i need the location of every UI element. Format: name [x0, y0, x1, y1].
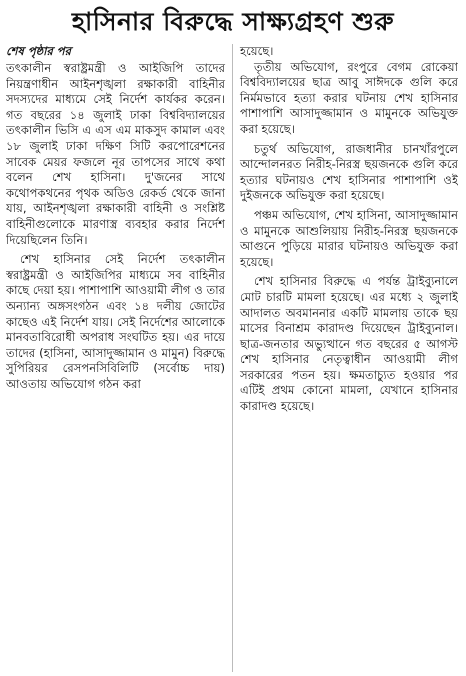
paragraph: হয়েছে।	[240, 44, 274, 58]
paragraph: শেখ হাসিনার বিরুদ্ধে এ পর্যন্ত ট্রাইব্যুনালে মোট চারটি মামলা হয়েছে। এর মধ্যে ২ জুলাই আদালত অবমাননার একটি মামলায় তাকে ছয় মাসের বিনাশ্রম কারাদণ্ড দিয়েছেন ট্রাইব্যুনাল। ছাত্র-জনতার অভ্যুত্থানে গত বছরের ৫ আগস্ট শেখ হাসিনার নেতৃত্বাধীন আওয়ামী লীগ সরকারের পতন হয়। ক্ষমতাচ্যুত হওয়ার পর এটিই প্রথম কোনো মামলা, যেখানে হাসিনার কারাদণ্ড হয়েছে।	[240, 274, 458, 414]
paragraph: তৎকালীন স্বরাষ্ট্রমন্ত্রী ও আইজিপি তাদের নিয়ন্ত্রণাধীন আইনশৃঙ্খলা রক্ষাকারী বাহিনীর সদস্যদের মাধ্যমে সেই নির্দেশ কার্যকর করেন। গত বছরের ১৪ জুলাই ঢাকা বিশ্ববিদ্যালয়ের তৎকালীন ভিসি এ এস এম মাকসুদ কামাল এবং ১৮ জুলাই ঢাকা দক্ষিণ সিটি করপোরেশনের সাবেক মেয়র ফজলে নূর তাপসের সাথে কথা বলেন শেখ হাসিনা। দু'জনের সাথে কথোপকথনের পৃথক অডিও রেকর্ড থেকে জানা যায়, আইনশৃঙ্খলা রক্ষাকারী বাহিনী ও সংশ্লিষ্ট বাহিনীগুলোকে মারণাস্ত্র ব্যবহার করার নির্দেশ দিয়েছিলেন তিনি।	[6, 61, 225, 247]
continuation-kicker: শেষ পৃষ্ঠার পর	[6, 44, 71, 58]
paragraph: চতুর্থ অভিযোগ, রাজধানীর চানখাঁরপুলে আন্দোলনরত নিরীহ-নিরস্ত্র ছয়জনকে গুলি করে হত্যার ঘটনায়ও শেখ হাসিনার পাশাপাশি ওই দুইজনকে অভিযুক্ত করা হয়েছে।	[240, 141, 458, 203]
right-column	[232, 44, 458, 672]
paragraph: পঞ্চম অভিযোগ, শেখ হাসিনা, আসাদুজ্জামান ও মামুনকে আশুলিয়ায় নিরীহ-নিরস্ত্র ছয়জনকে আগুনে পুড়িয়ে মারার ঘটনায়ও অভিযুক্ত করা হয়েছে।	[240, 207, 458, 269]
left-column	[6, 44, 232, 672]
headline: হাসিনার বিরুদ্ধে সাক্ষ্যগ্রহণ শুরু	[71, 7, 395, 36]
paragraph: শেখ হাসিনার সেই নির্দেশ তৎকালীন স্বরাষ্ট্রমন্ত্রী ও আইজিপির মাধ্যমে সব বাহিনীর কাছে দেয়া হয়। পাশাপাশি আওয়ামী লীগ ও তার অন্যান্য অঙ্গসংগঠন এবং ১৪ দলীয় জোটের কাছেও এই নির্দেশ যায়। সেই নির্দেশের আলোকে মানবতাবিরোধী অপরাধ সংঘটিত হয়। এর দায়ে তাদের (হাসিনা, আসাদুজ্জামান ও মামুন) বিরুদ্ধে সুপিরিয়র রেসপনসিবিলিটি (সর্বোচ্চ দায়) আওতায় অভিযোগ গঠন করা	[6, 252, 225, 391]
article-columns	[6, 44, 460, 672]
paragraph: তৃতীয় অভিযোগ, রংপুরে বেগম রোকেয়া বিশ্ববিদ্যালয়ের ছাত্র আবু সাঈদকে গুলি করে নির্মমভাবে হত্যা করার ঘটনায় শেখ হাসিনার পাশাপাশি আসাদুজ্জামান ও মামুনকে অভিযুক্ত করা হয়েছে।	[240, 59, 458, 136]
